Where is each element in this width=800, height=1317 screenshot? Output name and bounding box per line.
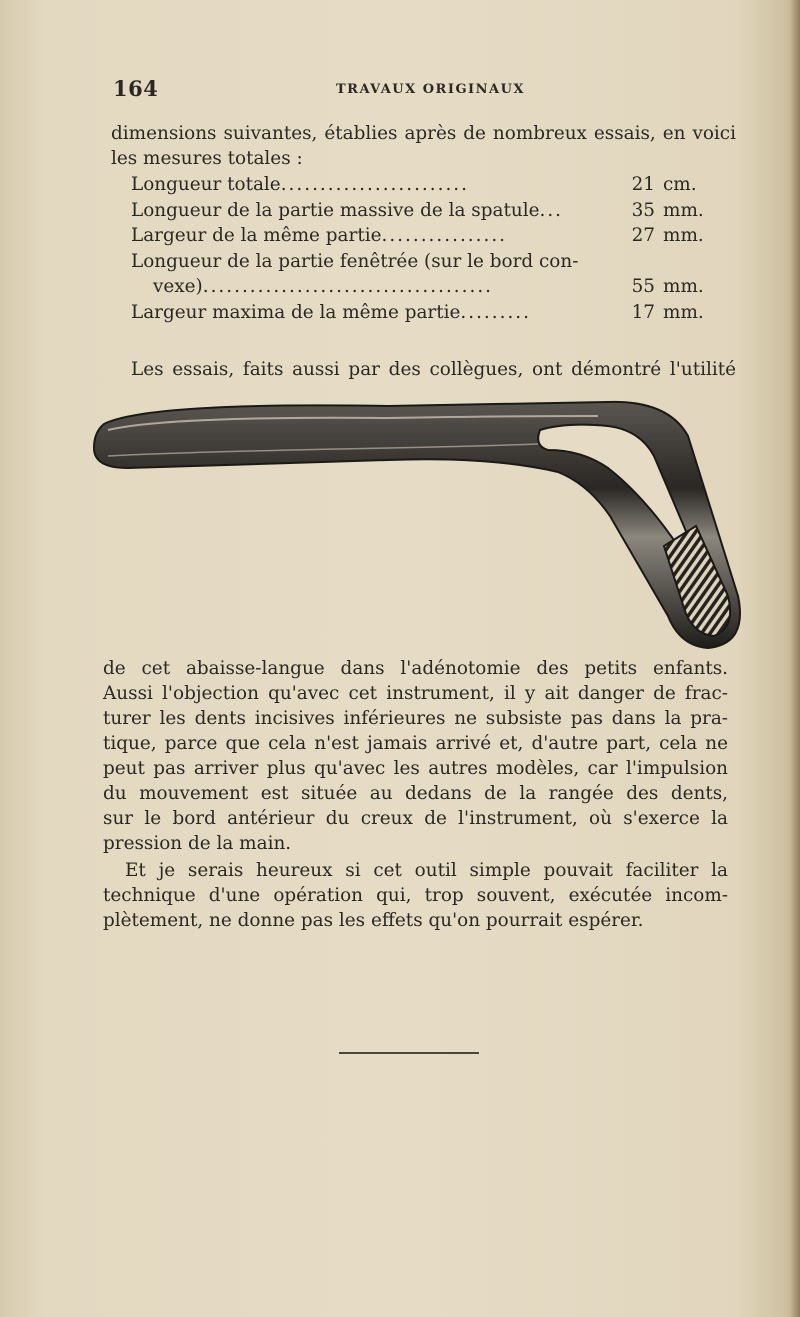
measurement-label: Longueur de la partie massive de la spatule [131, 199, 540, 221]
measurement-row [131, 172, 711, 198]
measurements-table [131, 172, 711, 325]
body-paragraph [103, 656, 728, 856]
text-line: dimensions suivantes, établies après de nombreux essais, en voici [111, 123, 736, 144]
closing-paragraph [103, 858, 728, 933]
text-line: pression de la main. [103, 833, 292, 854]
measurement-unit: mm. [663, 276, 704, 297]
measurement-unit: mm. [663, 301, 704, 323]
measurement-row [131, 300, 711, 326]
measurement-unit: mm. [663, 199, 704, 221]
running-title: TRAVAUX ORIGINAUX [336, 82, 526, 97]
page-number: 164 [113, 76, 159, 101]
measurement-value: 35 [631, 199, 655, 221]
measurement-label: Largeur maxima de la même partie [131, 301, 461, 323]
measurement-value: 21 [631, 174, 655, 195]
text-line: peut pas arriver plus qu'avec les autres modèles, car l'impulsion [103, 758, 728, 779]
text-line: les mesures totales : [111, 148, 303, 169]
pre-figure-line [131, 357, 736, 382]
measurement-unit: cm. [663, 174, 697, 195]
leader-dots: ........................ [280, 174, 470, 195]
end-rule [339, 1052, 479, 1054]
text-line: Aussi l'objection qu'avec cet instrument, il y ait danger de frac- [103, 683, 728, 704]
measurement-row [131, 274, 711, 300]
text-line: technique d'une opération qui, trop souvent, exécutée incom- [103, 885, 728, 906]
measurement-label: Largeur de la même partie [131, 225, 382, 246]
page-edge-shadow [790, 0, 800, 1317]
text-line: turer les dents incisives inférieures ne subsiste pas dans la pra- [103, 708, 728, 729]
measurement-unit: mm. [663, 225, 704, 246]
text-line: Les essais, faits aussi par des collègues, ont démontré l'utilité [131, 359, 736, 380]
measurement-row [131, 249, 711, 275]
measurement-row [131, 198, 711, 224]
text-line: sur le bord antérieur du creux de l'instrument, où s'exerce la [103, 808, 728, 829]
measurement-row [131, 223, 711, 249]
measurement-value: 55 [631, 276, 655, 297]
leader-dots: ......... [460, 301, 532, 323]
measurement-label: vexe) [153, 276, 203, 297]
measurement-label: Longueur totale [131, 174, 281, 195]
text-line: de cet abaisse-langue dans l'adénotomie des petits enfants. [103, 658, 728, 679]
text-line: plètement, ne donne pas les effets qu'on pourrait espérer. [103, 910, 644, 931]
leader-dots: ... [539, 199, 564, 221]
leader-dots: ................ [381, 225, 508, 246]
tongue-depressor-illustration [88, 396, 748, 650]
text-line: tique, parce que cela n'est jamais arrivé et, d'autre part, cela ne [103, 733, 728, 754]
measurement-label: Longueur de la partie fenêtrée (sur le bord con- [131, 250, 579, 272]
intro-paragraph [111, 121, 736, 171]
measurement-value: 27 [631, 225, 655, 246]
text-line: Et je serais heureux si cet outil simple pouvait faciliter la [125, 860, 728, 881]
leader-dots: ..................................... [202, 276, 494, 297]
text-line: du mouvement est située au dedans de la rangée des dents, [103, 783, 728, 804]
measurement-value: 17 [631, 301, 655, 323]
